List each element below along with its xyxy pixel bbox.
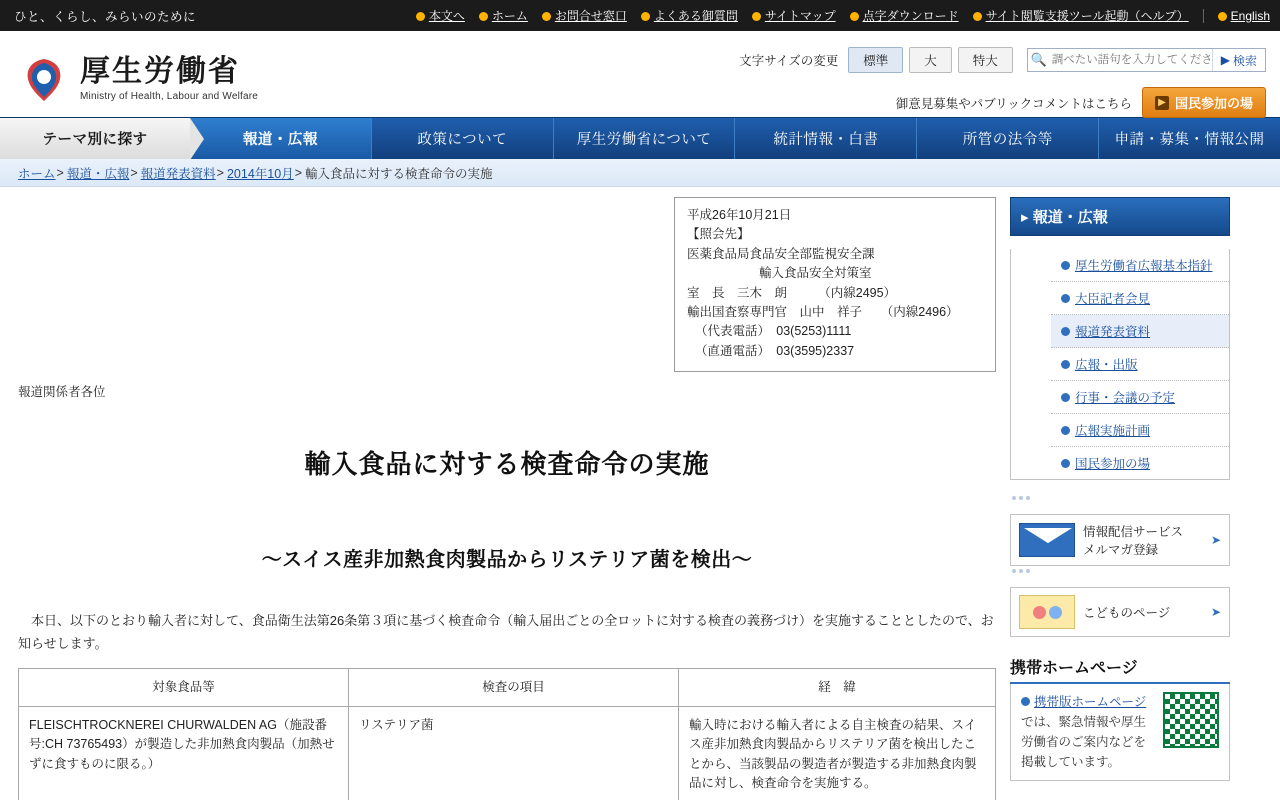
sidebar-item-press-releases[interactable]: 報道発表資料 [1051, 315, 1229, 348]
ministry-name-en: Ministry of Health, Labour and Welfare [80, 90, 259, 102]
nav-laws[interactable]: 所管の法令等 [917, 118, 1099, 159]
page-title: 輸入食品に対する検査命令の実施 [304, 450, 710, 480]
table-row [19, 706, 996, 800]
bullet-icon [1061, 294, 1070, 303]
sidebar-item-events[interactable]: 行事・会議の予定 [1051, 381, 1229, 414]
site-logo[interactable] [18, 41, 258, 105]
ministry-name-jp: 厚生労働省 [80, 54, 240, 90]
decorative-dots [1010, 493, 1230, 500]
search-submit-icon: ▶ [1220, 53, 1230, 67]
col-target-food: 対象食品等 [19, 668, 349, 706]
bullet-icon [1061, 360, 1070, 369]
contact-notice-box [674, 197, 996, 372]
bullet-icon [1061, 261, 1070, 270]
banner-mail-service[interactable] [1010, 514, 1230, 566]
public-participation-button[interactable]: ▶ 国民参加の場 [1142, 87, 1266, 118]
bullet-icon [1061, 459, 1070, 468]
fontsize-standard-button[interactable]: 標準 [848, 47, 903, 73]
table-header-row [19, 668, 996, 706]
kids-icon [1019, 595, 1075, 629]
search-input[interactable] [1050, 49, 1212, 71]
public-comment-lead: 御意見募集やパブリックコメントはこちら [895, 96, 1132, 111]
notice-officer: 輸出国査察専門官 山中 祥子 （内線2496） [687, 304, 959, 319]
mobile-section-title: 携帯ホームページ [1010, 655, 1230, 684]
arrow-icon [479, 12, 488, 21]
inspection-order-table [18, 668, 996, 800]
page-body [0, 187, 1280, 800]
cell-target-food: FLEISCHTROCKNEREI CHURWALDEN AG（施設番号:CH 73765493）が製造した非加熱食肉製品（加熱せずに食すものに限る。） [19, 706, 349, 800]
mail-icon [1019, 523, 1075, 557]
cell-background: 輸入時における輸入者による自主検査の結果、スイス産非加熱食肉製品からリステリア菌を検出したことから、当該製品の製造者が製造する非加熱食肉製品に対し、検査命令を実施する。 [679, 706, 996, 800]
bullet-icon [1061, 426, 1070, 435]
notice-dept-1: 医薬食品局食品安全部監視安全課 [687, 246, 875, 261]
banner-kids-page[interactable] [1010, 587, 1230, 637]
nav-policy[interactable]: 政策について [372, 118, 554, 159]
bullet-icon [1061, 393, 1070, 402]
notice-tel-direct: （直通電話） 03(3595)2337 [695, 343, 855, 358]
breadcrumb-separator: > [216, 165, 224, 180]
notice-date: 平成26年10月21日 [687, 208, 792, 222]
sidebar-menu [1010, 249, 1230, 480]
banner-mail-line2: メルマガ登録 [1083, 543, 1159, 557]
breadcrumb-separator: > [294, 165, 303, 180]
mobile-site-link[interactable]: 携帯版ホームページ [1034, 695, 1147, 709]
utility-link-faq[interactable]: よくある御質問 [641, 7, 738, 24]
arrow-icon [973, 12, 982, 21]
search-button[interactable]: ▶ 検索 [1212, 49, 1265, 71]
chevron-right-icon: ➤ [1210, 605, 1221, 619]
breadcrumb-current: 輸入食品に対する検査命令の実施 [305, 166, 493, 181]
sidebar-item-koho-shishin[interactable]: 厚生労働省広報基本指針 [1051, 249, 1229, 282]
arrow-icon [641, 12, 650, 21]
breadcrumb-month[interactable]: 2014年10月 [226, 166, 294, 181]
mhlw-emblem-icon [18, 53, 70, 105]
arrow-icon [752, 12, 761, 21]
global-nav [0, 117, 1280, 159]
addressee: 報道関係者各位 [18, 385, 106, 399]
sidebar-item-pr-plan[interactable]: 広報実施計画 [1051, 414, 1229, 447]
notice-chief: 室 長 三木 朗 （内線2495） [687, 285, 897, 300]
qr-code-icon [1163, 692, 1219, 748]
site-header [0, 31, 1280, 117]
sidebar [1010, 197, 1230, 800]
cell-inspection-item: リステリア菌 [349, 706, 679, 800]
decorative-dots [1010, 566, 1230, 573]
arrow-icon [542, 12, 551, 21]
mobile-section-body [1010, 684, 1230, 781]
utility-link-braille[interactable]: 点字ダウンロード [850, 7, 959, 24]
nav-applications[interactable]: 申請・募集・情報公開 [1114, 132, 1265, 148]
breadcrumb-releases[interactable]: 報道発表資料 [140, 166, 216, 181]
site-search[interactable] [1027, 48, 1266, 72]
lead-paragraph: 本日、以下のとおり輸入者に対して、食品衛生法第26条第３項に基づく検査命令（輸入届出ごとの全ロットに対する検査の義務づけ）を実施することとしたので、お知らせします。 [18, 613, 994, 651]
notice-contact-label: 【照会先】 [687, 227, 750, 242]
utility-link-accessibility[interactable]: サイト閲覧支援ツール起動（ヘルプ） [973, 7, 1189, 24]
search-icon: 🔍 [1030, 52, 1047, 67]
sidebar-item-pr-publication[interactable]: 広報・出版 [1051, 348, 1229, 381]
utility-link-english[interactable]: English [1218, 9, 1270, 23]
header-tools [706, 41, 1266, 118]
nav-about[interactable]: 厚生労働省について [554, 118, 736, 159]
mobile-site-text: では、緊急情報や厚生労働省のご案内などを掲載しています。 [1021, 715, 1147, 769]
breadcrumb-separator: > [130, 165, 138, 180]
fontsize-xlarge-button[interactable]: 特大 [958, 47, 1013, 73]
notice-dept-2: 輸入食品安全対策室 [759, 266, 872, 281]
bullet-icon [1061, 327, 1070, 336]
divider [1203, 9, 1204, 23]
sidebar-item-minister-press[interactable]: 大臣記者会見 [1051, 282, 1229, 315]
fontsize-label: 文字サイズの変更 [739, 54, 839, 68]
utility-links [416, 7, 1270, 24]
arrow-box-icon: ▶ [1155, 96, 1169, 110]
main-content [18, 197, 996, 800]
breadcrumb [0, 159, 1280, 187]
notice-tel-main: （代表電話） 03(5253)1111 [695, 324, 852, 339]
arrow-icon [1218, 12, 1227, 21]
chevron-right-icon: ➤ [1210, 533, 1221, 547]
nav-press[interactable]: 報道・広報 [190, 118, 372, 159]
nav-theme[interactable]: テーマ別に探す [0, 118, 190, 159]
arrow-icon [416, 12, 425, 21]
utility-link-contact[interactable]: お問合せ窓口 [542, 7, 627, 24]
page-subtitle: ～スイス産非加熱食肉製品からリステリア菌を検出～ [261, 547, 753, 571]
breadcrumb-separator: > [56, 165, 64, 180]
utility-link-honbun[interactable]: 本文へ [416, 7, 465, 24]
bullet-icon [1021, 697, 1030, 706]
banner-mail-line1: 情報配信サービス [1083, 525, 1184, 539]
col-inspection-item: 検査の項目 [349, 668, 679, 706]
utility-bar [0, 0, 1280, 31]
breadcrumb-home[interactable]: ホーム [18, 166, 56, 181]
sidebar-title: ▸ 報道・広報 [1010, 197, 1230, 236]
sidebar-title-icon: ▸ [1021, 209, 1029, 226]
nav-statistics[interactable]: 統計情報・白書 [735, 118, 917, 159]
utility-link-sitemap[interactable]: サイトマップ [752, 7, 836, 24]
arrow-icon [850, 12, 859, 21]
site-slogan: ひと、くらし、みらいのために [14, 9, 197, 24]
breadcrumb-press[interactable]: 報道・広報 [66, 166, 130, 181]
banner-kids-label: こどものページ [1083, 606, 1171, 620]
sidebar-item-participation[interactable]: 国民参加の場 [1051, 447, 1229, 479]
utility-link-home[interactable]: ホーム [479, 7, 528, 24]
fontsize-large-button[interactable]: 大 [909, 47, 952, 73]
col-background: 経 緯 [679, 668, 996, 706]
